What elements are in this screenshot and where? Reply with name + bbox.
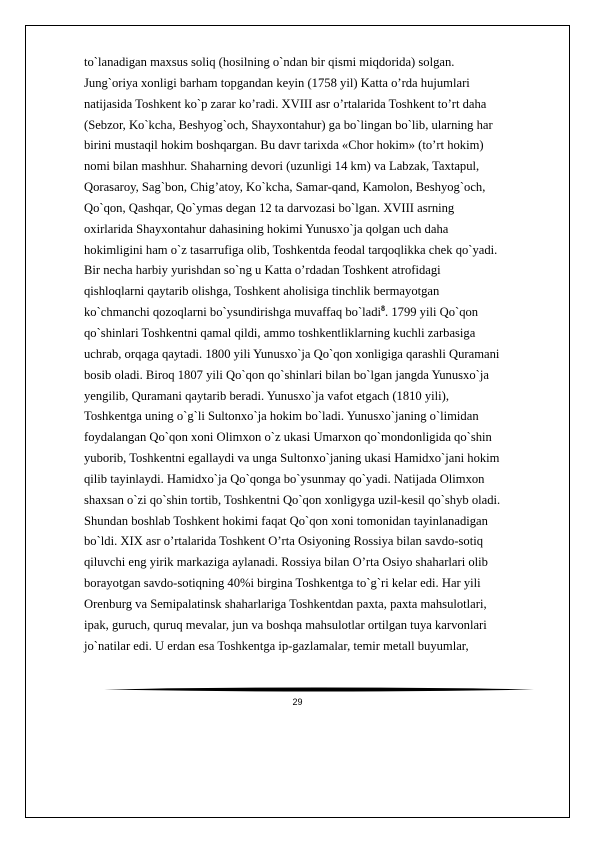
text-line: Qo`qon, Qashqar, Qo`ymas degan 12 ta darvozasi bo`lgan. XVIII asrning — [84, 200, 455, 215]
text-line: qishloqlarni qaytarib olishga, Toshkent aholisiga tinchlik bermayotgan — [84, 284, 440, 299]
text-line: birini mustaqil hokim boshqargan. Bu davr tarixda «Chor hokim» (to’rt hokim) — [84, 138, 484, 153]
text-line: Orenburg va Semipalatinsk shaharlariga Toshkentdan paxta, paxta mahsulotlari, — [84, 596, 487, 611]
footer-divider — [104, 686, 534, 693]
text-line: natijasida Toshkent ko`p zarar ko’radi. XVIII asr o’rtalarida Toshkent to’rt daha — [84, 96, 487, 111]
text-line: hokimligini ham o`z tasarrufiga olib, Toshkentda feodal tarqoqlikka chek qo`yadi. — [84, 242, 498, 257]
text-line: shaxsan o`zi qo`shin tortib, Toshkentni Qo`qon xonligyga uzil-kesil qo`shyb oladi. — [84, 492, 501, 507]
text-line: qilib tayinlaydi. Hamidxo`ja Qo`qonga bo`ysunmay qo`yadi. Natijada Olimxon — [84, 471, 485, 486]
footnote-marker[interactable]: 8 — [381, 303, 386, 313]
text-line: Toshkentga uning o`g`li Sultonxo`ja hokim bo`ladi. Yunusxo`janing o`limidan — [84, 409, 479, 424]
text-line: yengilib, Quramani qaytarib beradi. Yunusxo`ja vafot etgach (1810 yili), — [84, 388, 449, 403]
text-segment: . 1799 yili Qo`qon — [385, 305, 479, 320]
text-line: bo`ldi. XIX asr o’rtalarida Toshkent O’rta Osiyoning Rossiya bilan savdo-sotiq — [84, 534, 484, 549]
page-number: 29 — [292, 697, 303, 707]
document-body — [84, 52, 554, 656]
text-line: jo`natilar edi. U erdan esa Toshkentga ip-gazlamalar, temir metall buyumlar, — [84, 638, 469, 653]
text-line: Bir necha harbiy yurishdan so`ng u Katta o’rdadan Toshkent atrofidagi — [84, 263, 441, 278]
text-line: (Sebzor, Ko`kcha, Beshyog`och, Shayxontahur) ga bo`lingan bo`lib, ularning har — [84, 117, 493, 132]
text-line: Qorasaroy, Sag`bon, Chig’atoy, Ko`kcha, Samar-qand, Kamolon, Beshyog`och, — [84, 180, 486, 195]
text-line: borayotgan savdo-sotiqning 40%i birgina Toshkentga to`g`ri kelar edi. Har yili — [84, 576, 481, 591]
text-line: qiluvchi eng yirik markaziga aylanadi. Rossiya bilan O’rta Osiyo shaharlari olib — [84, 555, 488, 570]
text-line: qo`shinlari Toshkentni qamal qildi, ammo toshkentliklarning kuchli zarbasiga — [84, 325, 476, 340]
text-line: uchrab, orqaga qaytadi. 1800 yili Yunusxo`ja Qo`qon xonligiga qarashli Quramani — [84, 346, 500, 361]
text-line: ipak, guruch, quruq mevalar, jun va boshqa mahsulotlar ortilgan tuya karvonlari — [84, 617, 487, 632]
text-line: Jung`oriya xonligi barham topgandan keyin (1758 yil) Katta o’rda hujumlari — [84, 75, 470, 90]
text-line: nomi bilan mashhur. Shaharning devori (uzunligi 14 km) va Labzak, Taxtapul, — [84, 159, 480, 174]
text-line: foydalangan Qo`qon xoni Olimxon o`z ukasi Umarxon qo`mondonligida qo`shin — [84, 430, 492, 445]
text-line — [84, 302, 554, 323]
text-segment: ko`chmanchi qozoqlarni bo`ysundirishga muvaffaq bo`ladi — [84, 305, 382, 320]
text-line: yuborib, Toshkentni egallaydi va unga Sultonxo`janing ukasi Hamidxo`jani hokim — [84, 451, 500, 466]
text-line: to`lanadigan maxsus soliq (hosilning o`ndan bir qismi miqdorida) solgan. — [84, 55, 455, 69]
text-line: bosib oladi. Biroq 1807 yili Qo`qon qo`shinlari bilan bo`lgan jangda Yunusxo`ja — [84, 367, 489, 382]
text-line: oxirlarida Shayxontahur dahasining hokimi Yunusxo`ja qolgan uch daha — [84, 221, 449, 236]
text-line: Shundan boshlab Toshkent hokimi faqat Qo`qon xoni tomonidan tayinlanadigan — [84, 513, 488, 528]
